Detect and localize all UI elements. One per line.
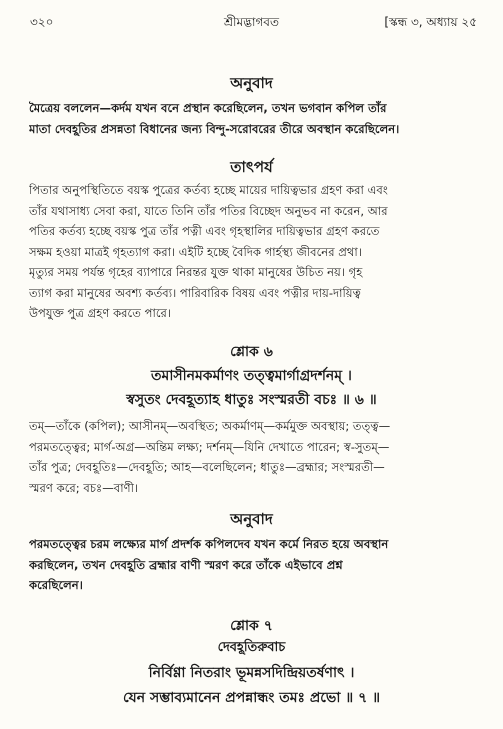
text-line: তম্—তাঁকে (কপিল); আসীনম্—অবস্থিত; অকর্মাণম্—কর্মমুক্ত অবস্থায়; তত্ত্ব— <box>29 419 391 433</box>
verse-7-line-1: নির্বিণ্ণা নিতরাং ভূমন্নসদিন্দ্রিয়তর্ষণাৎ । <box>148 665 355 681</box>
text-line: স্মরণ করে; বচঃ—বাণী। <box>29 480 139 495</box>
book-title: শ্রীমদ্ভাগবত <box>223 15 279 29</box>
verse-6-title: শ্লোক ৬ <box>230 344 273 360</box>
text-line: পরমতত্ত্বের; মার্গ-অগ্র—অন্তিম লক্ষ্য; দর্শনম্—যিনি দেখাতে পারেন; স্ব-সুতম্— <box>29 439 390 454</box>
text-line: মাতা দেবহূতির প্রসন্নতা বিধানের জন্য বিন্দু-সরোবরের তীরে অবস্থান করেছিলেন। <box>29 121 400 136</box>
text-line: তাঁর যথাসাধ্য সেবা করা, যাতে তিনি তাঁর পতির বিচ্ছেদ অনুভব না করেন, আর <box>29 203 388 218</box>
translation-text-2 <box>29 534 477 596</box>
translation-heading-1: অনুবাদ <box>230 74 273 92</box>
translation-text-1 <box>29 98 477 139</box>
verse-6-line-1: তমাসীনমকর্মাণং তত্ত্বমার্গাগ্রদর্শনম্ । <box>151 368 352 384</box>
canto-chapter: [স্কন্ধ ৩, অধ্যায় ২৫ <box>384 15 477 29</box>
text-line: ত্যাগ করা মানুষের অবশ্য কর্তব্য। পারিবারিক বিষয় এবং পত্নীর দায়-দায়িত্ব <box>29 285 361 300</box>
verse-6-line-2: স্বসুতং দেবহূত্যাহ ধাতুঃ সংস্মরতী বচঃ ॥ ৬ ॥ <box>126 392 377 408</box>
text-line: পরমতত্ত্বের চরম লক্ষ্যের মার্গ প্রদর্শক কপিলদেব যখন কর্মে নিরত হয়ে অবস্থান <box>29 537 389 551</box>
text-line: পিতার অনুপস্থিতিতে বয়স্ক পুত্রের কর্তব্য হচ্ছে মায়ের দায়িত্বভার গ্রহণ করা এবং <box>29 183 388 197</box>
synonyms-6 <box>29 416 477 498</box>
text-line: মৃত্যুর সময় পর্যন্ত গৃহের ব্যাপারে নিরন্তর যুক্ত থাকা মানুষের উচিত নয়। গৃহ <box>29 265 363 279</box>
text-line: মৈত্রেয় বললেন—কর্দম যখন বনে প্রস্থান করেছিলেন, তখন ভগবান কপিল তাঁর <box>29 101 387 115</box>
text-line: তাঁর পুত্র; দেবহূতিঃ—দেবহূতি; আহ—বলেছিলেন; ধাতুঃ—ব্রহ্মার; সংস্মরতী— <box>29 460 385 474</box>
text-line: পতির কর্তব্য হচ্ছে বয়স্ক পুত্র তাঁর পত্নী এবং গৃহস্থালির দায়িত্বভার গ্রহণ করতে <box>29 224 380 238</box>
purport-text <box>29 180 477 324</box>
purport-heading: তাৎপর্য <box>230 158 273 176</box>
page-number: ৩২০ <box>30 15 54 29</box>
verse-7-speaker: দেবহূতিরুবাচ <box>217 640 286 655</box>
text-line: করছিলেন, তখন দেবহূতি ব্রহ্মার বাণী স্মরণ করে তাঁকে এইভাবে প্রশ্ন <box>29 557 343 572</box>
translation-heading-2: অনুবাদ <box>230 510 273 528</box>
text-line: সক্ষম হওয়া মাত্রই গৃহত্যাগ করা। এইটি হচ্ছে বৈদিক গার্হস্থ্য জীবনের প্রথা। <box>29 244 362 259</box>
verse-7-title: শ্লোক ৭ <box>230 618 273 634</box>
text-line: উপযুক্ত পুত্র গ্রহণ করতে পারে। <box>29 306 172 320</box>
verse-7-line-2: যেন সম্ভাব্যমানেন প্রপন্নান্ধং তমঃ প্রভো ॥ ৭ ॥ <box>123 690 380 706</box>
text-line: করেছিলেন। <box>29 578 83 592</box>
